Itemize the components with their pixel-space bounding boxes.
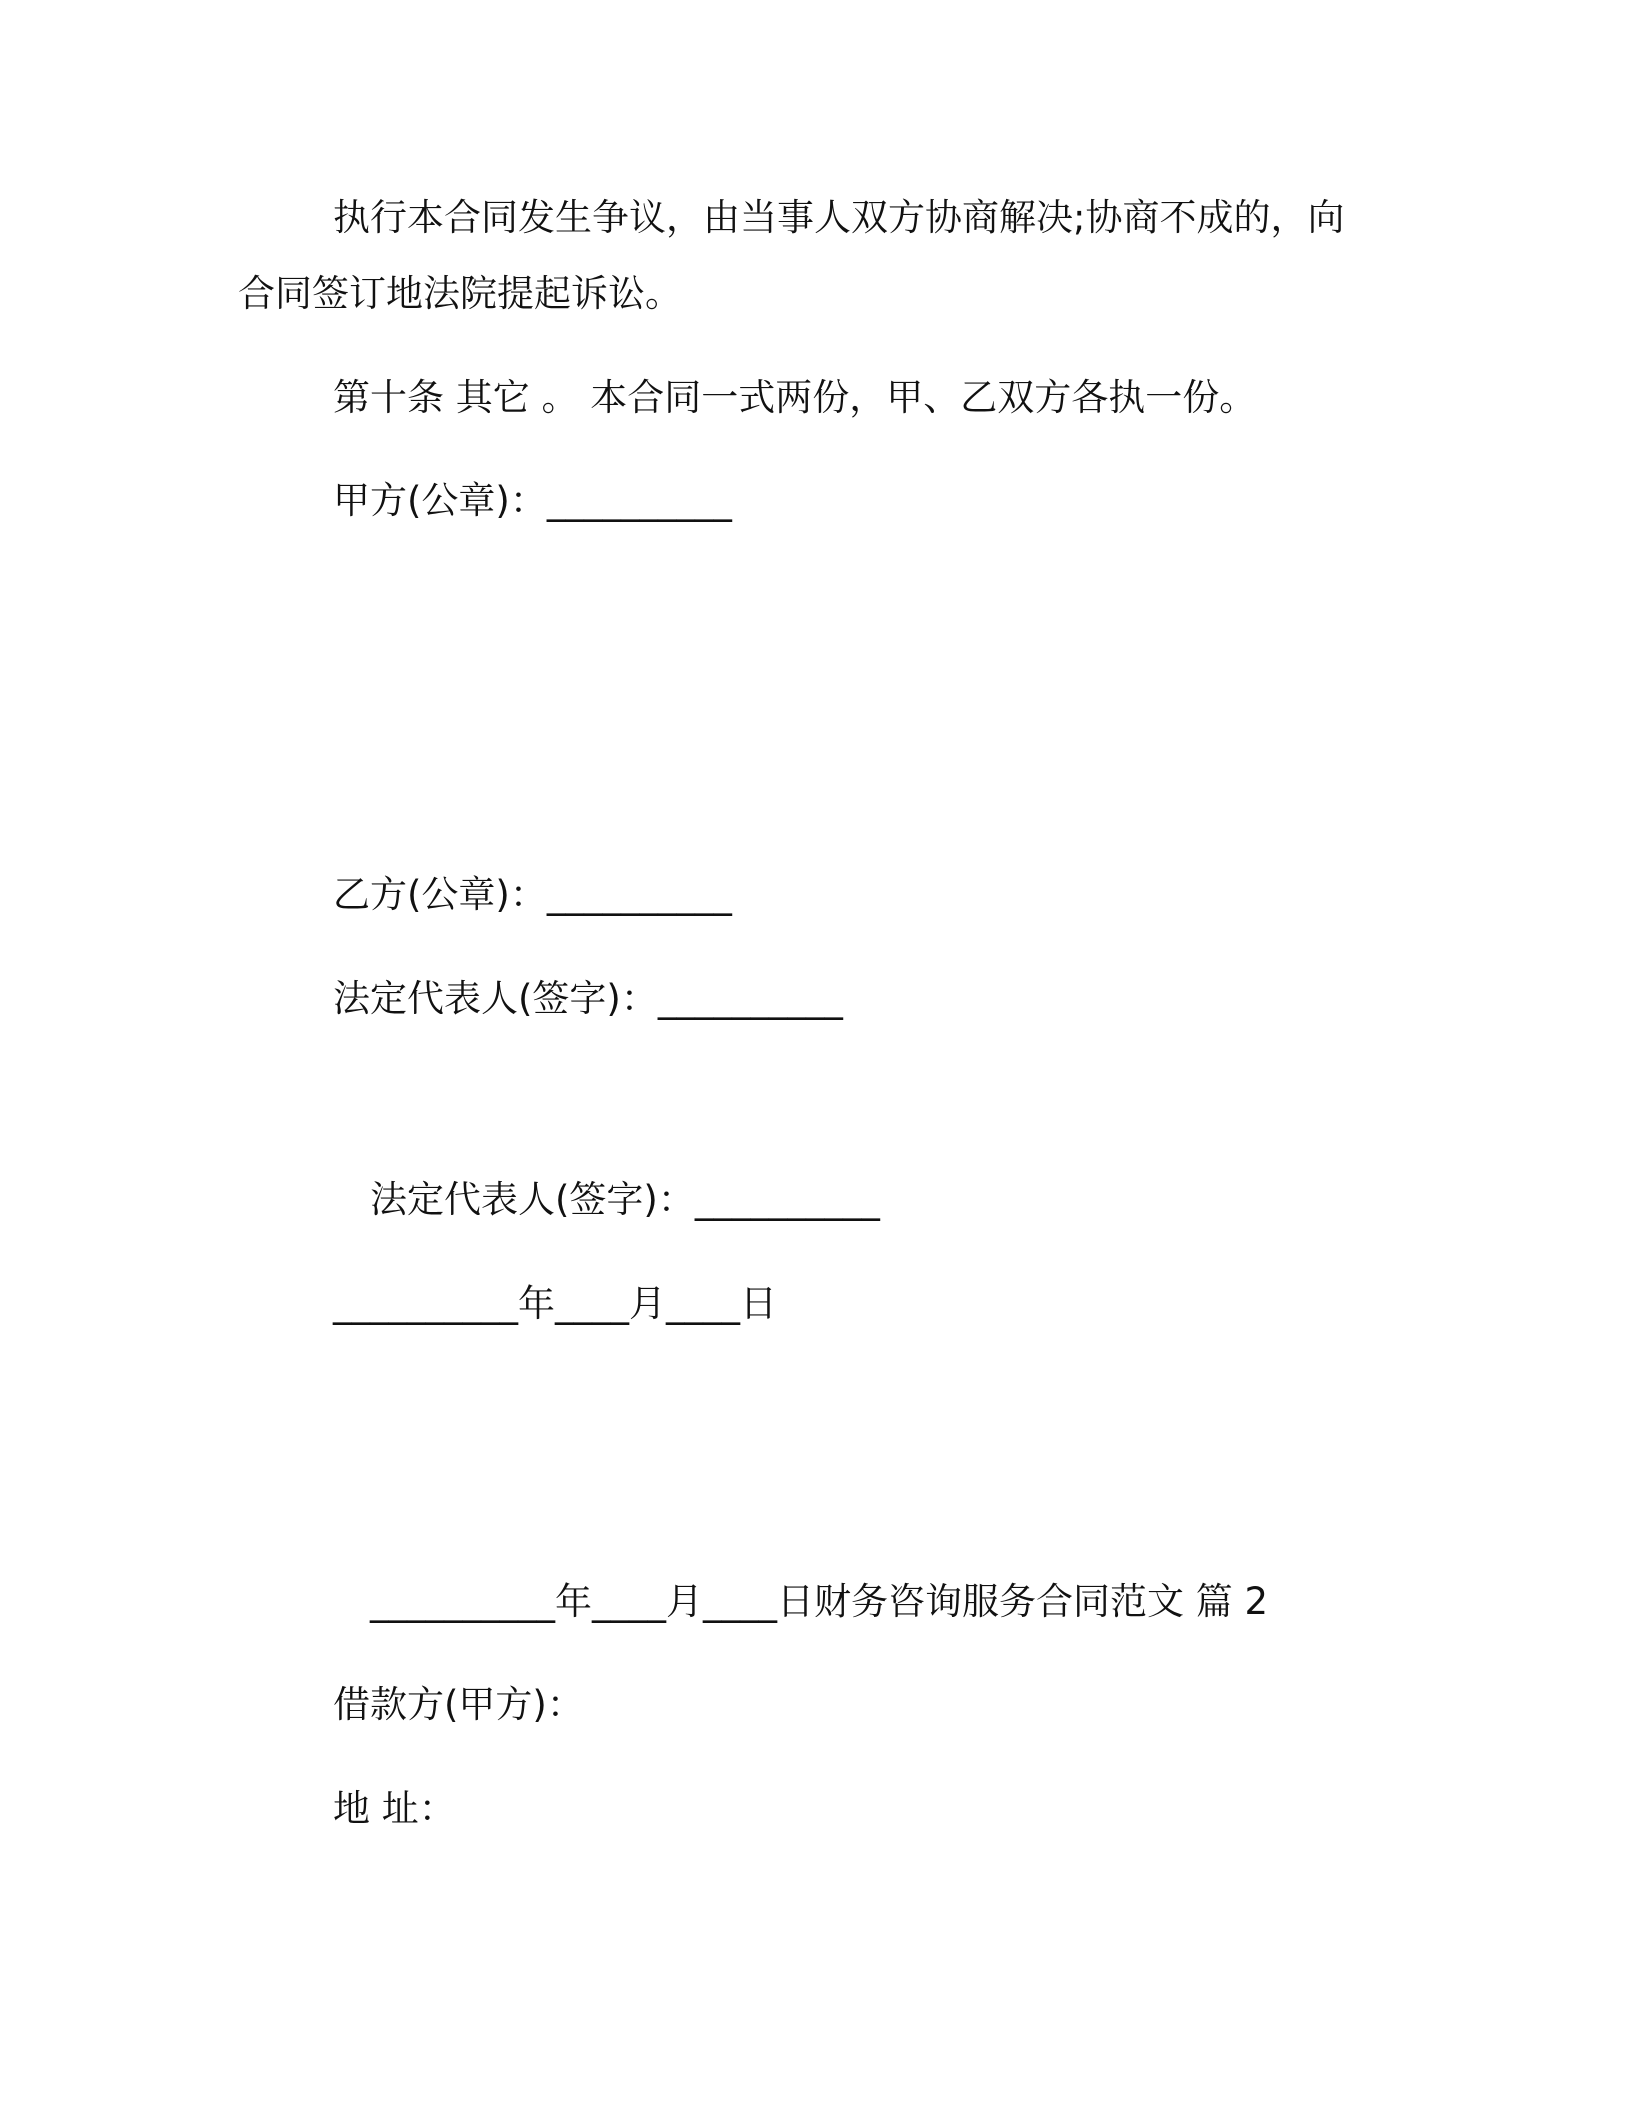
party-b-seal-line: 乙方(公章)：__________ xyxy=(333,873,732,916)
date-line: __________年____月____日 xyxy=(333,1282,777,1325)
section-heading-2: __________年____月____日财务咨询服务合同范文 篇 2 xyxy=(370,1580,1269,1623)
legal-rep-signature-line-1: 法定代表人(签字)：__________ xyxy=(333,977,843,1020)
dispute-clause-line-1: 执行本合同发生争议，由当事人双方协商解决;协商不成的，向 xyxy=(333,196,1345,239)
party-a-seal-line: 甲方(公章)：__________ xyxy=(333,479,732,522)
borrower-party-a-label: 借款方(甲方)： xyxy=(333,1683,584,1726)
dispute-clause-line-2: 合同签订地法院提起诉讼。 xyxy=(238,272,682,315)
address-label: 地 址： xyxy=(333,1787,456,1830)
legal-rep-signature-line-2: 法定代表人(签字)：__________ xyxy=(370,1178,880,1221)
article-ten-clause: 第十条 其它 。 本合同一式两份，甲、乙双方各执一份。 xyxy=(333,376,1257,419)
